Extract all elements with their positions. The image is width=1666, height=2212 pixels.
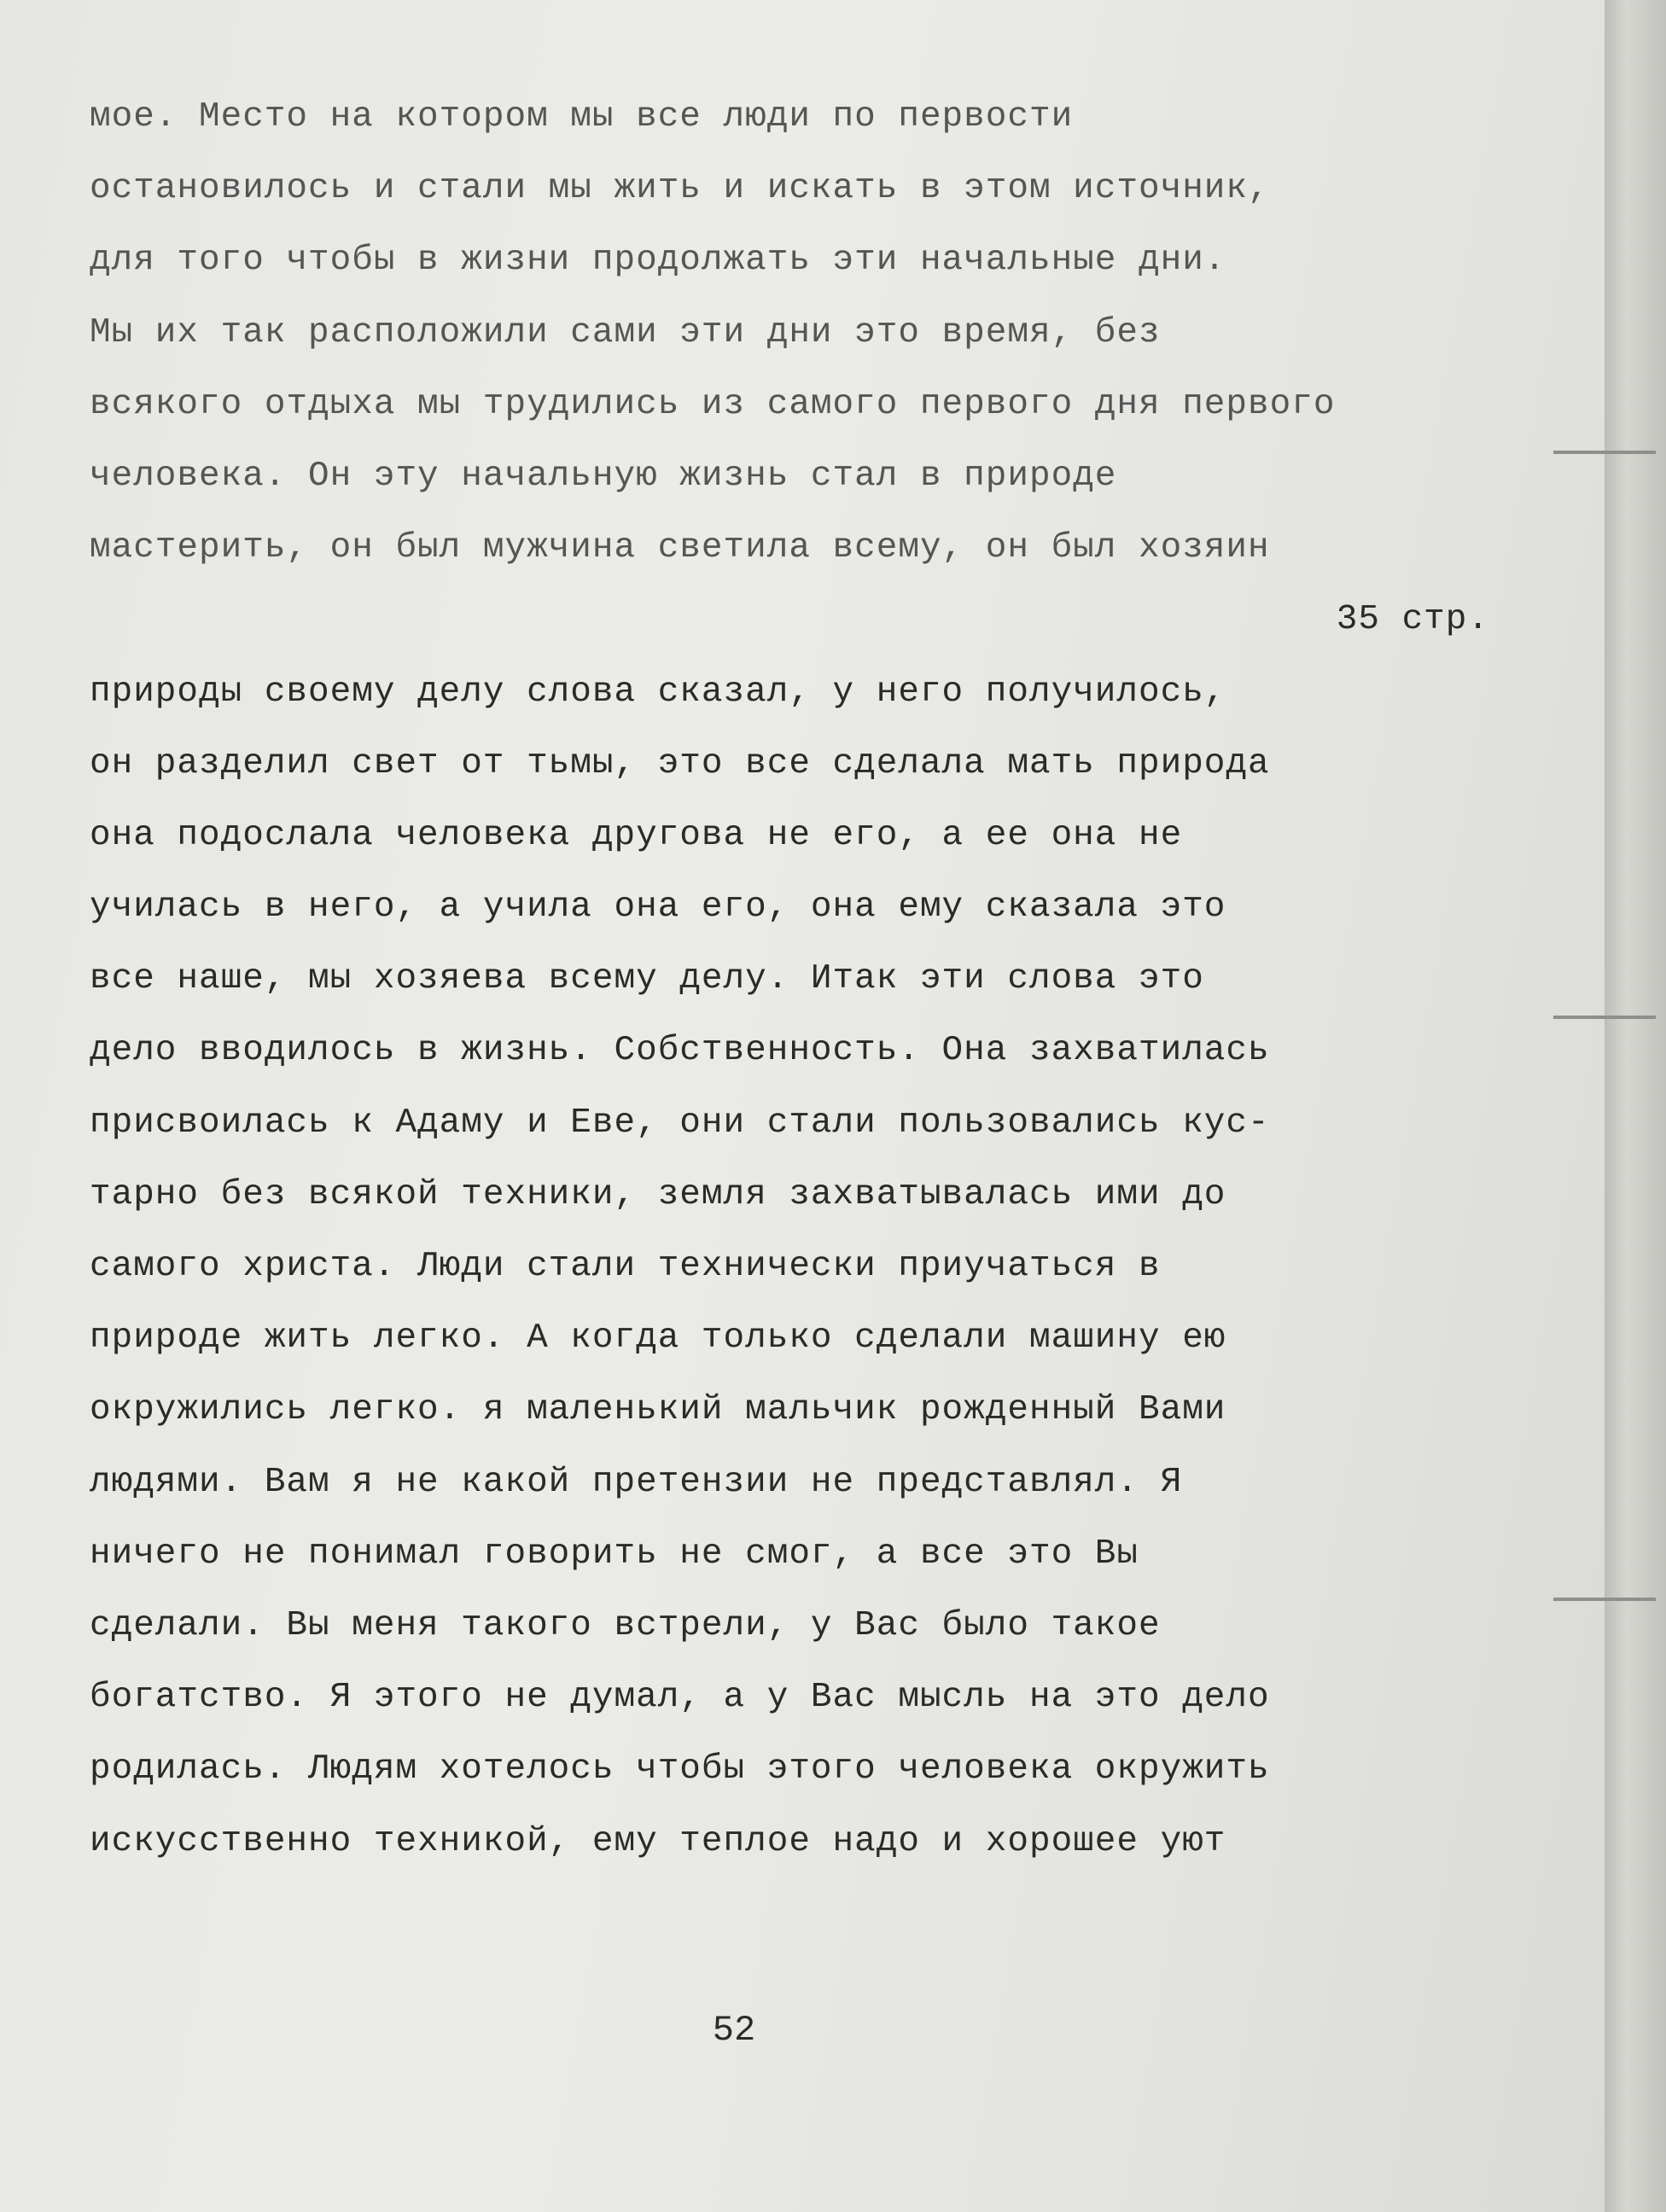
staple-mark — [1553, 1598, 1656, 1601]
text-line: тарно без всякой техники, земля захватывалась ими до — [90, 1174, 1226, 1214]
text-line: самого христа. Люди стали технически приучаться в — [90, 1247, 1161, 1286]
text-line: человека. Он эту начальную жизнь стал в природе — [90, 456, 1117, 496]
text-line: для того чтобы в жизни продолжать эти начальные дни. — [90, 241, 1226, 281]
text-line: сделали. Вы меня такого встрели, у Вас было такое — [90, 1605, 1161, 1645]
text-line: остановилось и стали мы жить и искать в этом источник, — [90, 169, 1270, 209]
text-line: мое. Место на котором мы все люди по первости — [90, 97, 1074, 137]
staple-mark — [1553, 451, 1656, 454]
text-line: она подослала человека другова не его, а ее она не — [90, 815, 1183, 855]
text-line: Мы их так расположили сами эти дни это время, без — [90, 312, 1161, 352]
text-line: природе жить легко. А когда только сделали машину ею — [90, 1318, 1226, 1359]
text-line: ничего не понимал говорить не смог, а все это Вы — [90, 1534, 1139, 1574]
text-line: присвоилась к Адаму и Еве, они стали пользовались кус- — [90, 1103, 1270, 1143]
text-line: все наше, мы хозяева всему делу. Итак эти слова это — [90, 959, 1204, 999]
text-line: людями. Вам я не какой претензии не представлял. Я — [90, 1462, 1183, 1502]
inner-page-reference: 35 стр. — [1336, 600, 1489, 640]
text-line: природы своему делу слова сказал, у него получилось, — [90, 672, 1226, 712]
text-line: богатство. Я этого не думал, а у Вас мысль на это дело — [90, 1678, 1270, 1718]
text-line: родилась. Людям хотелось чтобы этого человека окружить — [90, 1749, 1270, 1790]
text-line: всякого отдыха мы трудились из самого первого дня первого — [90, 384, 1336, 424]
text-line: мастерить, он был мужчина светила всему, он был хозяин — [90, 528, 1270, 568]
body-text — [90, 81, 1541, 1877]
text-line: дело вводилось в жизнь. Собственность. Она захватилась — [90, 1031, 1270, 1071]
page-number: 52 — [712, 2010, 756, 2051]
text-line: училась в него, а учила она его, она ему сказала это — [90, 888, 1226, 928]
text-line: искусственно техникой, ему теплое надо и хорошее уют — [90, 1821, 1226, 1861]
text-line: он разделил свет от тьмы, это все сделала мать природа — [90, 743, 1270, 783]
text-line: окружились легко. я маленький мальчик рожденный Вами — [90, 1390, 1226, 1430]
binding-edge — [1605, 0, 1666, 2212]
staple-mark — [1553, 1016, 1656, 1019]
